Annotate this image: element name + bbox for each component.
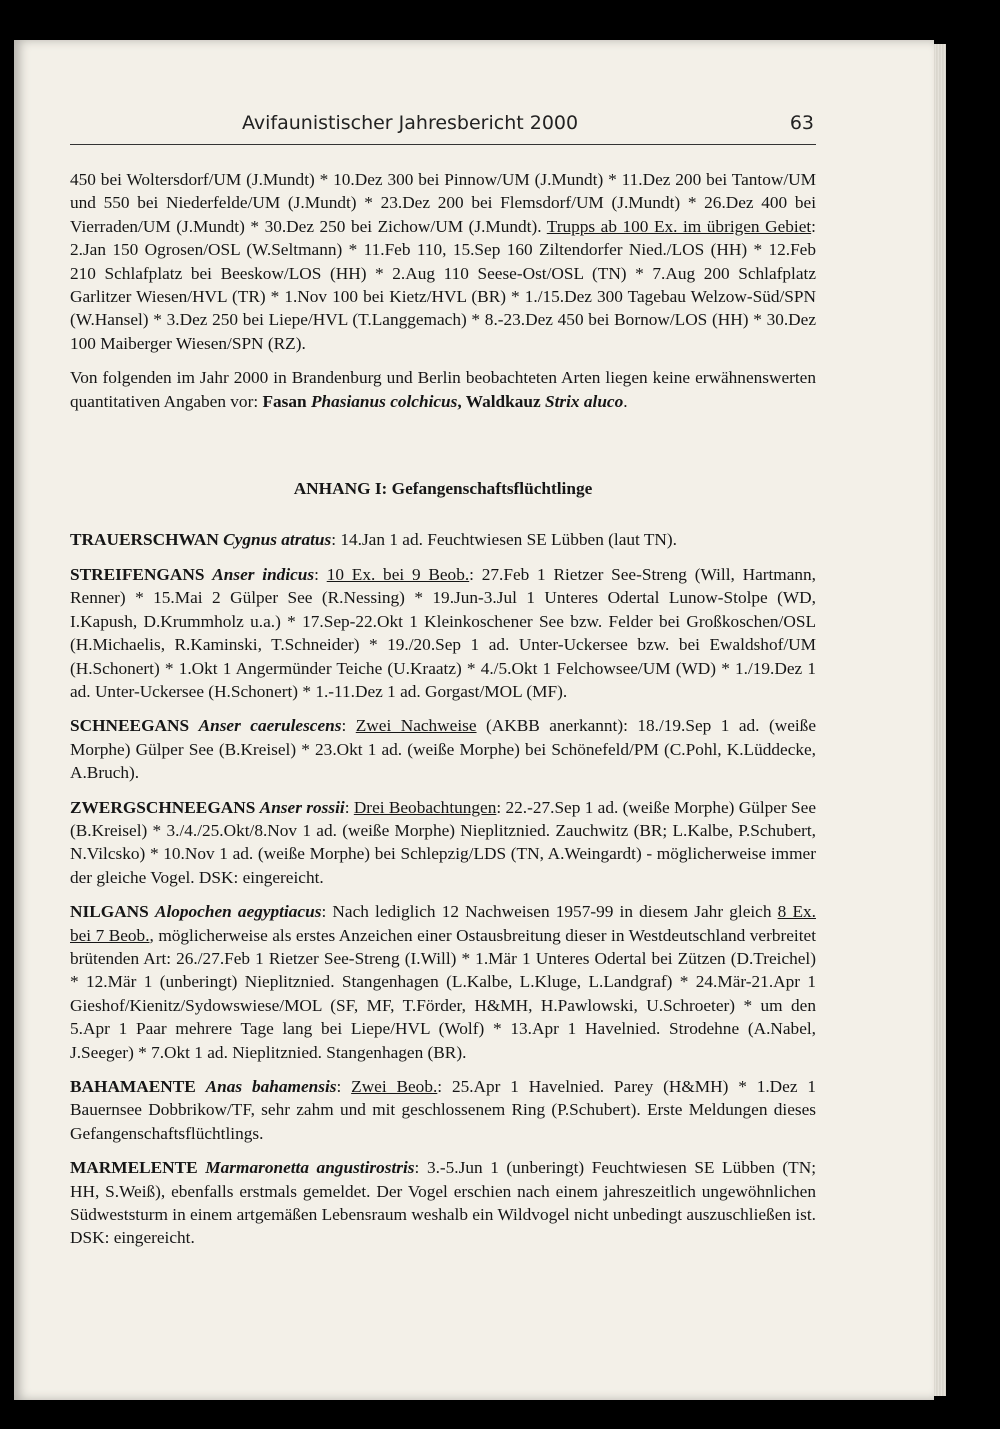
entry-zwergschneegans [70, 796, 816, 890]
entry-streifengans [70, 563, 816, 703]
entry-text: (AKBB anerkannt): 18./19.Sep 1 ad. (weiße Morphe) Gülper See (B.Kreisel) * 23.Okt 1 ad. (weiße Morphe) bei Schönefeld/PM (C.Pohl, K.Lüddecke, A.Bruch). [70, 716, 816, 783]
entry-count: Zwei Beob. [351, 1077, 438, 1096]
entry-latin: Anser caerulescens [198, 716, 342, 736]
entry-latin: Cygnus atratus [223, 530, 332, 550]
entry-latin: Anser indicus [212, 564, 315, 584]
entry-trauerschwan [70, 528, 816, 551]
intro-underlined: Trupps ab 100 Ex. im übrigen Gebiet [546, 216, 812, 236]
running-title: Avifaunistischer Jahresbericht 2000 [242, 112, 579, 134]
species-waldkauz: Waldkauz [465, 391, 545, 411]
entry-colon: : [336, 1077, 352, 1096]
entry-colon: : [414, 1158, 427, 1178]
page-edge [934, 44, 946, 1396]
intro-paragraph [70, 168, 816, 355]
entry-colon: : Nach lediglich 12 Nachweisen 1957-99 in diesem Jahr gleich [321, 902, 778, 922]
entry-text: : 25.Apr 1 Havelnied. Parey (H&MH) * 1.Dez 1 Bauernsee Dobbrikow/TF, sehr zahm und mit geschlossenem Ring (P.Schubert). Erste Meldungen dieses Gefangenschaftsflüchtlings. [70, 1077, 816, 1143]
entry-latin: Anas bahamensis [205, 1077, 337, 1096]
entry-colon: : [341, 716, 356, 736]
species-fasan-latin: Phasianus colchicus [310, 391, 458, 411]
running-header [70, 110, 816, 145]
entry-nilgans [70, 900, 816, 1064]
entry-name: NILGANS [70, 902, 149, 922]
intro-text-1: 450 bei Woltersdorf/UM (J.Mundt) * 10.Dez 300 bei Pinnow/UM (J.Mundt) * 11.Dez 200 bei Tantow/UM und 550 bei Niederfelde/UM (J.Mundt) * 23.Dez 200 bei Flemsdorf/UM (J.Mundt) * 26.Dez 400 bei Vierraden/UM (J.Mundt) * 30.Dez 250 bei Zichow/UM (J.Mundt). [70, 170, 816, 236]
entry-colon: : [314, 564, 327, 584]
entry-text: : 27.Feb 1 Rietzer See-Streng (Will, Hartmann, Renner) * 15.Mai 2 Gülper See (R.Nessing) * 19.Jun-3.Jul 1 Unteres Odertal Lunow-Stolpe (WD, I.Kapush, D.Krummholz u.a.) * 17.Sep-22.Okt 1 Kleinkoschener See bzw. Felder bei Großkoschen/OSL (H.Michaelis, R.Kaminski, T.Schneider) * 19./20.Sep 1 ad. Unter-Uckersee bzw. bei Ewaldshof/UM (H.Schonert) * 1.Okt 1 Angermünder Teiche (U.Kraatz) * 4./5.Okt 1 Felchowsee/UM (WD) * 1./19.Dez 1 ad. Unter-Uckersee (H.Schonert) * 1.-11.Dez 1 ad. Gorgast/MOL (MF). [70, 564, 817, 701]
species-fasan: Fasan [262, 391, 311, 411]
entry-count: 8 Ex. bei 7 Beob. [70, 902, 816, 945]
entry-latin: Alopochen aegyptiacus [154, 902, 322, 922]
entry-count: Zwei Nachweise [355, 716, 477, 736]
entry-name: STREIFENGANS [70, 564, 205, 584]
entry-name: TRAUERSCHWAN [70, 530, 219, 550]
entry-bahamaente [70, 1075, 816, 1145]
entry-name: MARMELENTE [70, 1158, 198, 1178]
entry-marmelente [70, 1156, 816, 1250]
entry-text: , möglicherweise als erstes Anzeichen einer Ostausbreitung dieser in Westdeutschland verbreitet brütenden Art: 26./27.Feb 1 Rietzer See-Streng (I.Will) * 1.Mär 1 Unteres Odertal bei Zützen (D.Treichel) * 12.Mär 1 (unberingt) Nieplitznied. Stangenhagen (L.Kalbe, L.Kluge, L.Landgraf) * 24.Mär-21.Apr 1 Gieshof/Kienitz/Sydowswiese/MOL (SF, MF, T.Förder, H&MH, H.Pawlowski, U.Schroeter) * um den 5.Apr 1 Paar mehrere Tage lang bei Liepe/HVL (Wolf) * 13.Apr 1 Havelnied. Strodehne (A.Nabel, J.Seeger) * 7.Okt 1 ad. Nieplitznied. Stangenhagen (BR). [70, 925, 816, 1062]
note-text: Von folgenden im Jahr 2000 in Brandenburg und Berlin beobachteten Arten liegen keine erwähnenswerten quantitativen Angaben vor: [70, 368, 816, 411]
entry-name: SCHNEEGANS [70, 716, 190, 736]
section-heading: ANHANG I: Gefangenschaftsflüchtlinge [293, 479, 593, 499]
entry-count: Drei Beobachtungen [353, 797, 497, 817]
species-note-paragraph [70, 366, 816, 413]
entry-text: 3.-5.Jun 1 (unberingt) Feuchtwiesen SE Lübben (TN; HH, S.Weiß), ebenfalls erstmals gemeldet. Der Vogel erschien nach einem jahreszeitlich ungewöhnlichen Südweststurm in einem artgemäßen Lebensraum weshalb ein Wildvogel nicht unbedingt auszuschließen ist. DSK: eingereicht. [70, 1158, 817, 1248]
note-end: . [623, 391, 628, 411]
entry-count: 10 Ex. bei 9 Beob. [326, 564, 470, 584]
entry-schneegans [70, 714, 816, 784]
species-separator: , [457, 391, 466, 411]
entry-colon: : [344, 797, 354, 817]
entry-name: ZWERGSCHNEEGANS [70, 797, 256, 817]
entry-name: BAHAMAENTE [70, 1077, 196, 1096]
entry-latin: Marmaronetta angustirostris [205, 1158, 415, 1178]
entry-latin: Anser rossii [259, 797, 345, 817]
page-body [70, 168, 816, 1261]
intro-text-2: : 2.Jan 150 Ogrosen/OSL (W.Seltmann) * 11.Feb 110, 15.Sep 160 Ziltendorfer Nied./LOS (HH) * 12.Feb 210 Schlafplatz bei Beeskow/LOS (HH) * 2.Aug 110 Seese-Ost/OSL (TN) * 7.Aug 200 Schlafplatz Garlitzer Wiesen/HVL (TR) * 1.Nov 100 bei Kietz/HVL (BR) * 1./15.Dez 300 Tagebau Welzow-Süd/SPN (W.Hansel) * 3.Dez 250 bei Liepe/HVL (T.Langgemach) * 8.-23.Dez 450 bei Bornow/LOS (HH) * 30.Dez 100 Maiberger Wiesen/SPN (RZ). [70, 216, 816, 353]
species-waldkauz-latin: Strix aluco [544, 391, 624, 411]
page-number: 63 [789, 112, 814, 134]
entry-colon: : [331, 530, 341, 550]
entry-text: 14.Jan 1 ad. Feuchtwiesen SE Lübben (laut TN). [340, 530, 677, 550]
entry-text: : 22.-27.Sep 1 ad. (weiße Morphe) Gülper See (B.Kreisel) * 3./4./25.Okt/8.Nov 1 ad. (weiße Morphe) Nieplitznied. Zauchwitz (BR; L.Kalbe, P.Schubert, N.Vilcsko) * 10.Nov 1 ad. (weiße Morphe) bei Schlepzig/LDS (TN, A.Weingardt) - möglicherweise immer der gleiche Vogel. DSK: eingereicht. [70, 797, 817, 887]
